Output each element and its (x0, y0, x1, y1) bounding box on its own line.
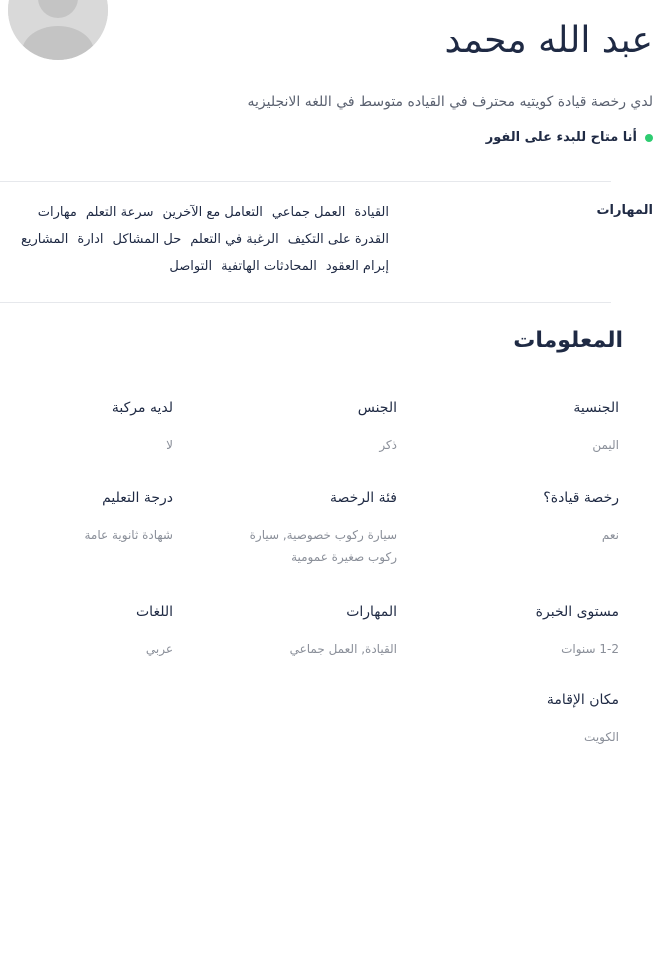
divider (0, 302, 611, 303)
info-label: مكان الإقامة (546, 692, 619, 708)
skill-tag: إبرام العقود (325, 259, 389, 274)
skill-tag: حل المشاكل (112, 232, 182, 247)
skill-tag: مهارات (37, 205, 77, 220)
skill-tag: ادارة (77, 232, 104, 247)
info-item-experience-level (419, 604, 619, 660)
skill-tag: التعامل مع الآخرين (162, 205, 263, 220)
info-value: اليمن (592, 438, 619, 452)
info-item-has-vehicle (0, 400, 173, 456)
info-item-license-category (197, 490, 397, 568)
profile-name: عبد الله محمد (444, 20, 653, 61)
skill-tag: الرغبة في التعلم (190, 232, 279, 247)
profile-bio: لدي رخصة قيادة كويتيه محترف في القياده متوسط في اللغه الانجليزيه (247, 94, 653, 110)
user-avatar-icon (8, 0, 108, 60)
info-value: لا (166, 438, 173, 452)
info-label: رخصة قيادة؟ (543, 490, 619, 506)
avatar (8, 0, 108, 60)
availability-text: أنا متاح للبدء على الفور (485, 130, 637, 145)
info-item-gender (197, 400, 397, 456)
skill-tag: القيادة (354, 205, 389, 220)
divider (0, 181, 611, 182)
info-item-residence (419, 692, 619, 748)
skill-tag: المحادثات الهاتفية (221, 259, 317, 274)
info-item-driving-license (419, 490, 619, 546)
info-section-title: المعلومات (513, 328, 623, 353)
info-label: فئة الرخصة (329, 490, 397, 506)
info-label: الجنس (357, 400, 397, 416)
info-label: لديه مركبة (111, 400, 173, 416)
info-value: القيادة, العمل جماعي (289, 642, 397, 656)
info-value: ذكر (379, 438, 397, 452)
info-label: مستوى الخبرة (535, 604, 619, 620)
info-label: المهارات (346, 604, 397, 620)
info-label: اللغات (136, 604, 173, 620)
info-label: الجنسية (573, 400, 619, 416)
skill-tag: العمل جماعي (271, 205, 346, 220)
info-item-languages (0, 604, 173, 660)
skills-list (9, 204, 389, 276)
skill-tag: المشاريع (20, 232, 69, 247)
availability-status (486, 130, 653, 145)
skill-tag: سرعة التعلم (85, 205, 154, 220)
info-value: 1-2 سنوات (561, 642, 619, 656)
skill-tag: التواصل (169, 259, 213, 274)
info-item-skills (197, 604, 397, 660)
info-value: الكويت (584, 730, 619, 744)
skills-label: المهارات (596, 203, 653, 218)
info-item-education (0, 490, 173, 546)
skill-tag: القدرة على التكيف (287, 232, 389, 247)
info-value: سيارة ركوب خصوصية, سيارة ركوب صغيرة عمومية (249, 528, 397, 564)
info-value: شهادة ثانوية عامة (84, 528, 173, 542)
info-value: نعم (601, 528, 619, 542)
info-item-nationality (419, 400, 619, 456)
status-dot-icon (645, 134, 653, 142)
info-value: عربي (145, 642, 173, 656)
info-label: درجة التعليم (102, 490, 173, 506)
